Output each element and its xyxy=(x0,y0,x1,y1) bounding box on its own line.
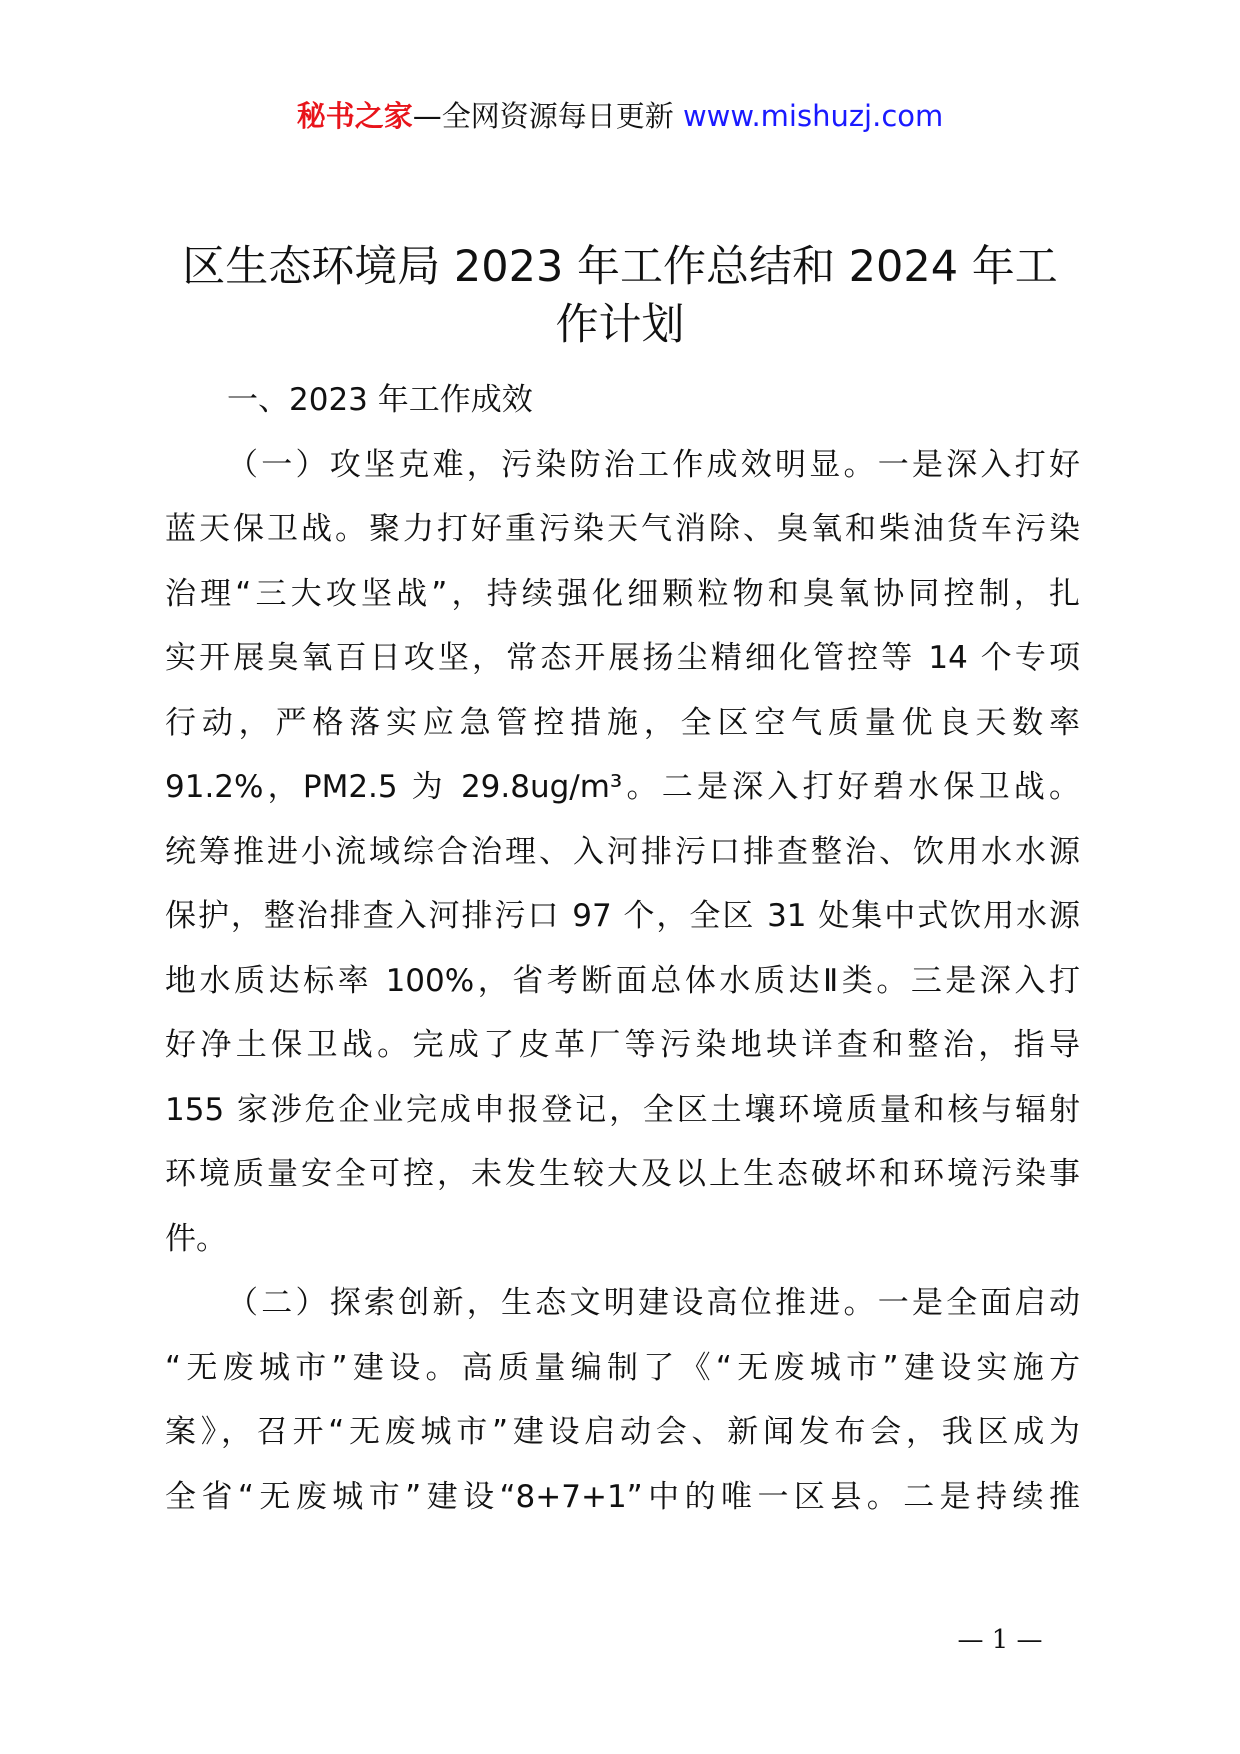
site-brand: 秘书之家 xyxy=(296,99,413,133)
site-header xyxy=(0,96,1240,136)
paragraph-ecological-civilization xyxy=(165,1271,1080,1529)
text-line: （一）攻坚克难，污染防治工作成效明显。一是深入打好 xyxy=(227,446,1080,483)
text-line: 全省“无废城市”建设“8+7+1”中的唯一区县。二是持续推 xyxy=(165,1478,1080,1515)
page-number: — 1 — xyxy=(957,1625,1043,1655)
text-line: 环境质量安全可控，未发生较大及以上生态破坏和环境污染事 xyxy=(165,1156,1080,1192)
text-line: 件。 xyxy=(165,1220,227,1257)
text-line: 蓝天保卫战。聚力打好重污染天气消除、臭氧和柴油货车污染 xyxy=(165,511,1080,547)
text-line: 统筹推进小流域综合治理、入河排污口排查整治、饮用水水源 xyxy=(165,833,1080,870)
text-line: 实开展臭氧百日攻坚，常态开展扬尘精细化管控等 14 个专项 xyxy=(165,640,1080,676)
text-line: （二）探索创新，生态文明建设高位推进。一是全面启动 xyxy=(227,1285,1080,1321)
text-line: 行动，严格落实应急管控措施，全区空气质量优良天数率 xyxy=(165,704,1080,741)
site-slogan: —全网资源每日更新 xyxy=(412,99,674,133)
site-url-link[interactable]: www.mishuzj.com xyxy=(682,99,944,133)
text-line: 保护，整治排查入河排污口 97 个，全区 31 处集中式饮用水源 xyxy=(165,898,1080,934)
document-title-line-2: 作计划 xyxy=(555,300,685,350)
text-line: 91.2%，PM2.5 为 29.8ug/m³。二是深入打好碧水保卫战。 xyxy=(165,769,1080,805)
text-line: 好净土保卫战。完成了皮革厂等污染地块详查和整治，指导 xyxy=(165,1027,1080,1063)
text-line: 155 家涉危企业完成申报登记，全区土壤环境质量和核与辐射 xyxy=(165,1091,1080,1128)
section-heading: 一、2023 年工作成效 xyxy=(227,382,533,418)
text-line: 案》，召开“无废城市”建设启动会、新闻发布会，我区成为 xyxy=(165,1414,1080,1450)
text-line: 治理“三大攻坚战”，持续强化细颗粒物和臭氧协同控制，扎 xyxy=(165,575,1080,612)
document-body xyxy=(165,368,1080,1529)
document-title xyxy=(150,238,1090,354)
text-line: 地水质达标率 100%，省考断面总体水质达Ⅱ类。三是深入打 xyxy=(165,962,1080,999)
text-line: “无废城市”建设。高质量编制了《“无废城市”建设实施方 xyxy=(165,1349,1080,1386)
document-title-line-1: 区生态环境局 2023 年工作总结和 2024 年工 xyxy=(182,242,1058,292)
paragraph-pollution-control xyxy=(165,433,1080,1272)
